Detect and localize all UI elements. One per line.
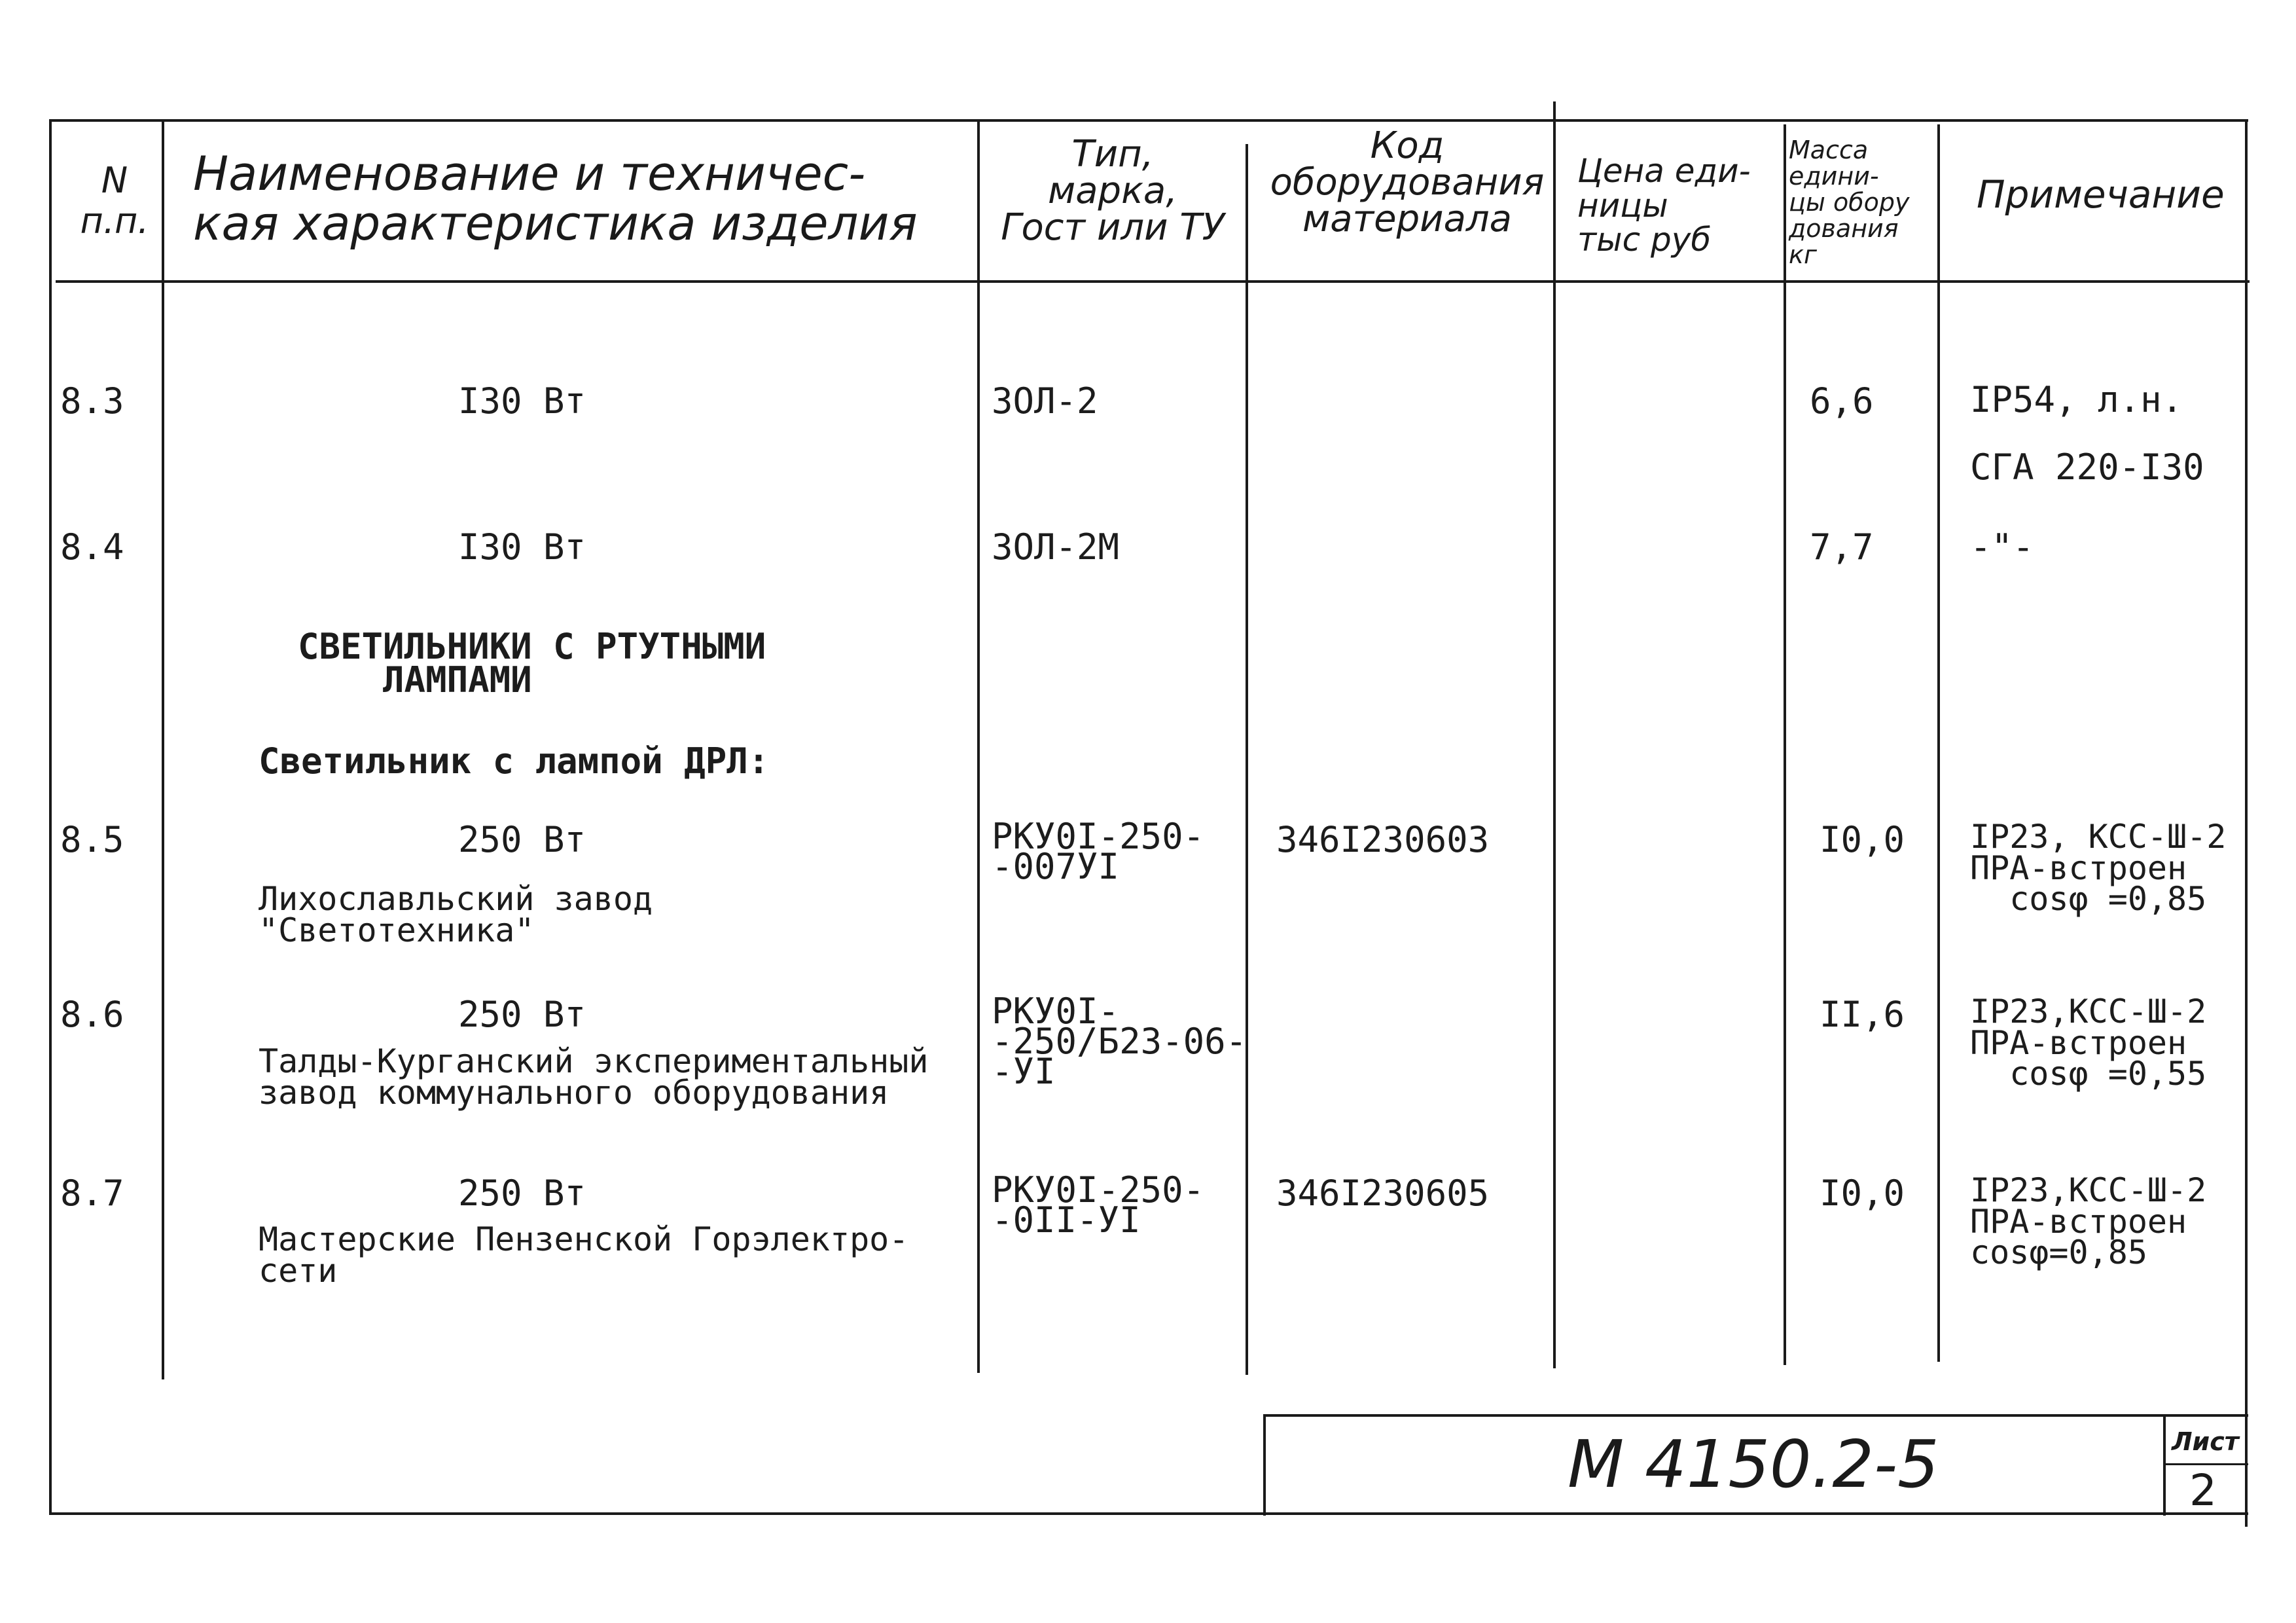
document-number: М 4150.2-5 [1568,1426,1939,1503]
col-sep-3 [1246,144,1248,1375]
col-sep-5 [1784,124,1786,1365]
row-8-7-number: 8.7 [60,1173,124,1214]
bottom-border [49,1512,2248,1515]
row-8-3-mass: 6,6 [1810,380,1874,422]
row-8-6-note: IР23,КСС-Ш-2 ПРА-встроен cosφ =0,55 [1970,993,2207,1093]
header-price: Цена еди- ницы тыс руб [1577,152,1751,259]
row-8-4-type: ЗОЛ-2М [992,526,1120,568]
row-8-7-type: РКУ0I-250- -0II-УI [992,1169,1205,1241]
header-type: Тип, марка, Гост или ТУ [1001,133,1225,249]
row-8-6-number: 8.6 [60,994,124,1035]
row-8-5-number: 8.5 [60,819,124,860]
col-sep-4 [1553,101,1556,1368]
header-name: Наименование и техничес- кая характеристика изделия [193,146,918,251]
row-8-7-mass: I0,0 [1820,1173,1905,1214]
row-8-3-note: IР54, л.н. СГА 220-I30 [1970,379,2204,488]
right-border [2245,119,2248,1527]
top-border [49,119,2248,122]
row-8-5-code: 346I230603 [1276,819,1490,860]
row-8-4-mass: 7,7 [1810,526,1874,568]
row-8-5-note: IР23, КСС-Ш-2 ПРА-встроен cosφ =0,85 [1970,818,2227,918]
header-bottom-rule [56,280,2250,283]
col-sep-6 [1937,124,1940,1362]
col-sep-2 [977,119,980,1373]
row-8-6-type: РКУ0I- -250/Б23-06- -УI [992,991,1247,1092]
row-8-7-maker: Мастерские Пензенской Горэлектро- сети [259,1220,909,1290]
stamp-left-rule [1263,1414,1266,1516]
row-8-5-type: РКУ0I-250- -007УI [992,816,1205,887]
row-8-5-name: 250 Вт [458,819,586,860]
header-number: N п.п. [80,160,149,242]
header-note: Примечание [1977,172,2225,217]
header-mass: Масса едини- цы обору дования кг [1789,136,1910,269]
row-8-4-note: -"- [1970,526,2034,568]
sheet-label: Лист [2172,1427,2239,1456]
left-border [49,119,52,1514]
row-8-7-note: IР23,КСС-Ш-2 ПРА-встроен cosφ=0,85 [1970,1171,2207,1271]
header-code: Код оборудования материала [1270,124,1545,240]
row-8-3-number: 8.3 [60,380,124,422]
row-8-7-name: 250 Вт [458,1173,586,1214]
section-heading-mercury-lamps: СВЕТИЛЬНИКИ С РТУТНЫМИ ЛАМПАМИ [298,626,766,701]
row-8-4-number: 8.4 [60,526,124,568]
row-8-5-maker: Лихославльский завод "Светотехника" [259,880,653,949]
row-8-6-name: 250 Вт [458,994,586,1035]
subheading-drl-luminaire: Светильник с лампой ДРЛ: [259,740,770,782]
sheet-number: 2 [2189,1465,2217,1516]
stamp-top-rule [1263,1414,2248,1417]
row-8-6-mass: II,6 [1820,994,1905,1035]
row-8-6-maker: Талды-Курганский экспериментальный завод коммунального оборудования [259,1042,929,1112]
row-8-3-type: ЗОЛ-2 [992,380,1098,422]
row-8-7-code: 346I230605 [1276,1173,1490,1214]
row-8-4-name: I30 Вт [458,526,586,568]
row-8-3-name: I30 Вт [458,380,586,422]
row-8-5-mass: I0,0 [1820,819,1905,860]
col-sep-1 [162,119,164,1379]
